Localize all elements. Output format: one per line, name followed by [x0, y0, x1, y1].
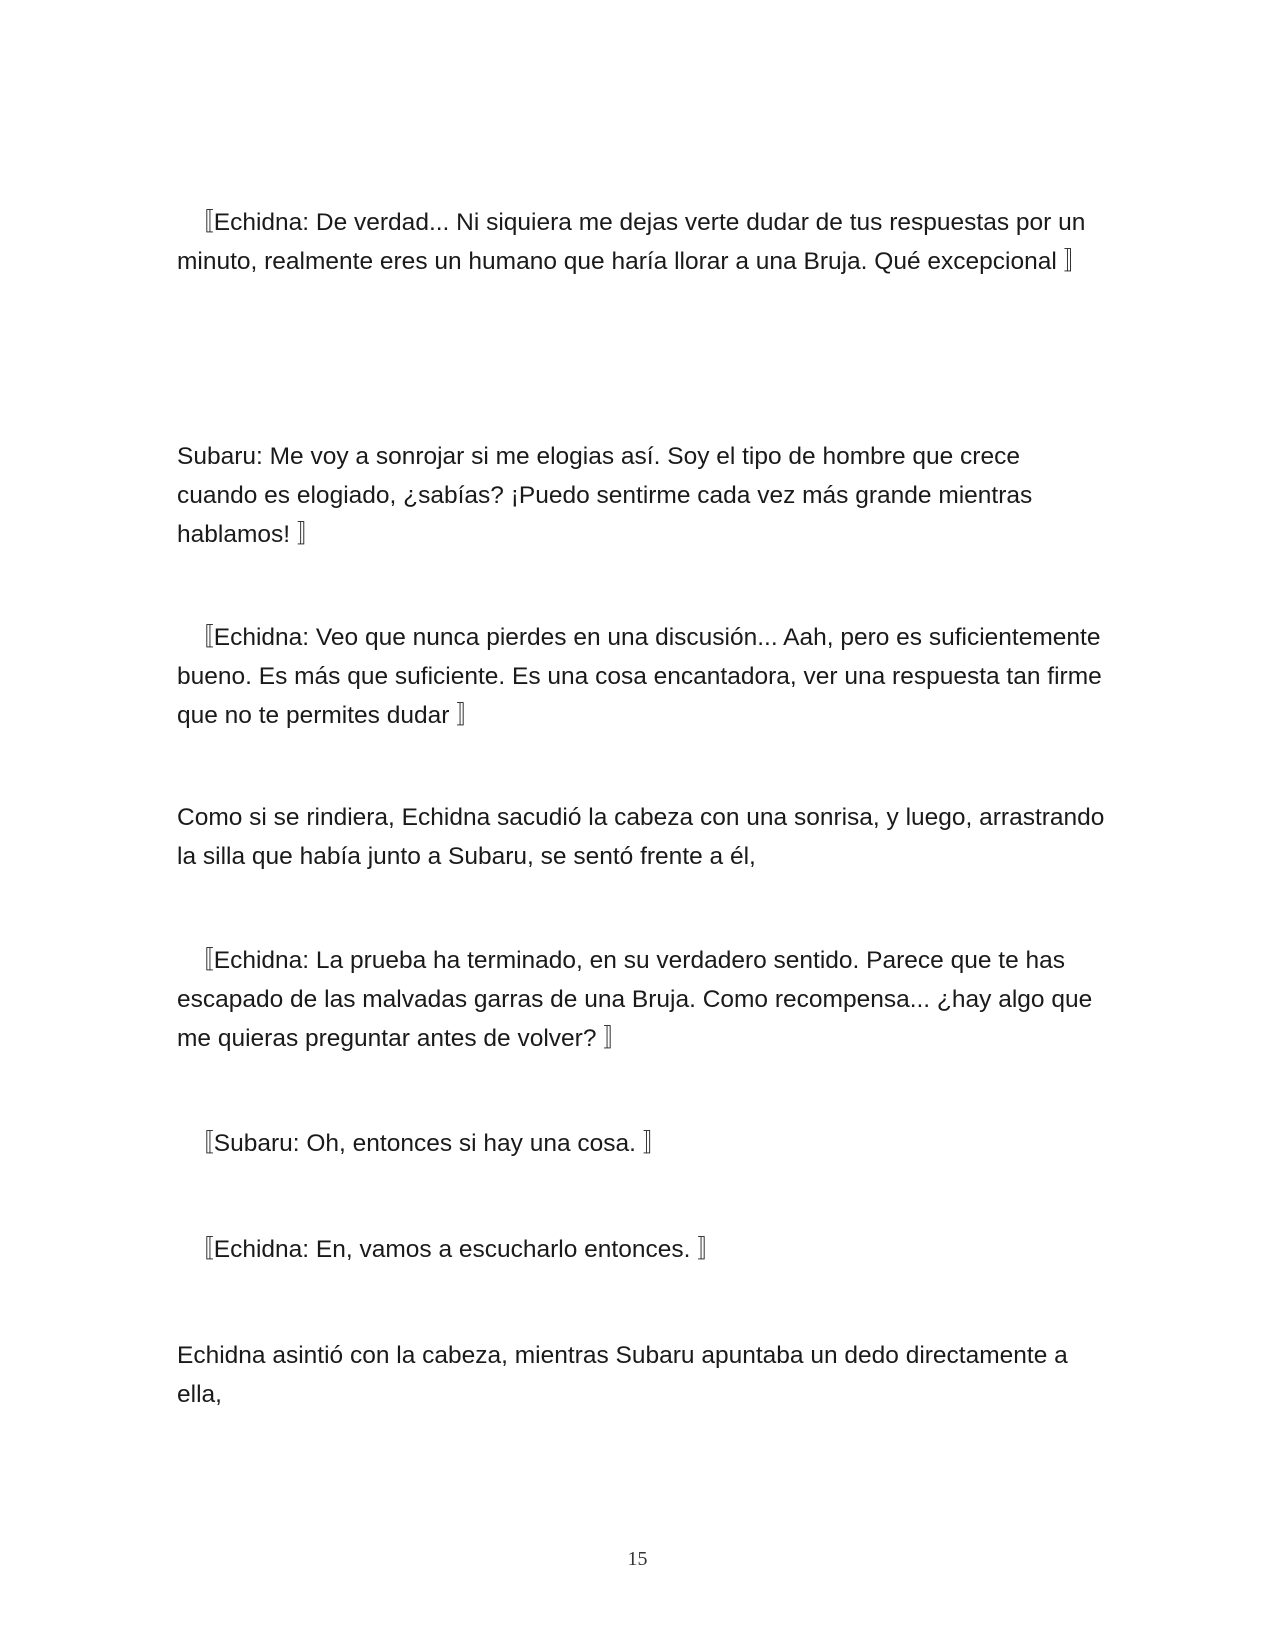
paragraph-narration-1: Como si se rindiera, Echidna sacudió la cabeza con una sonrisa, y luego, arrastrando la silla que había junto a Subaru, se sentó frente a él,: [177, 804, 1105, 870]
page-number: 15: [627, 1548, 648, 1570]
paragraph-echidna-4: 〚Echidna: En, vamos a escucharlo entonces. 〛: [177, 1236, 722, 1263]
paragraph-echidna-3: 〚Echidna: La prueba ha terminado, en su verdadero sentido. Parece que te has escapado de las malvadas garras de una Bruja. Como recompensa... ¿hay algo que me quieras preguntar antes de volver? 〛: [177, 947, 1093, 1052]
paragraph-subaru-2: 〚Subaru: Oh, entonces si hay una cosa. 〛: [177, 1130, 668, 1157]
paragraph-subaru-1: Subaru: Me voy a sonrojar si me elogias así. Soy el tipo de hombre que crece cuando es elogiado, ¿sabías? ¡Puedo sentirme cada vez más grande mientras hablamos! 〛: [177, 443, 1033, 548]
paragraph-echidna-1: 〚Echidna: De verdad... Ni siquiera me dejas verte dudar de tus respuestas por un minuto, realmente eres un humano que haría llorar a una Bruja. Qué excepcional 〛: [177, 209, 1089, 275]
paragraph-echidna-2: 〚Echidna: Veo que nunca pierdes en una discusión... Aah, pero es suficientemente bueno. Es más que suficiente. Es una cosa encantadora, ver una respuesta tan firme que no te permites dudar 〛: [177, 624, 1102, 729]
paragraph-narration-2: Echidna asintió con la cabeza, mientras Subaru apuntaba un dedo directamente a ella,: [177, 1342, 1068, 1408]
